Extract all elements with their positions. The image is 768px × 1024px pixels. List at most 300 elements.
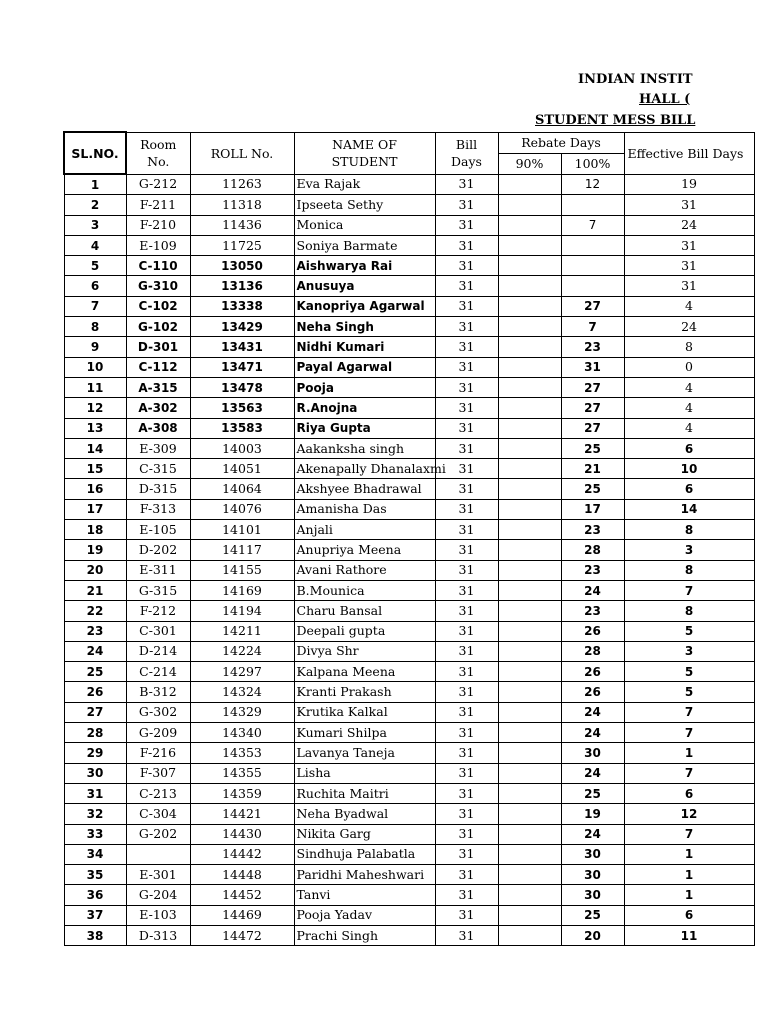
cell-rebate-90 <box>498 723 561 743</box>
cell-effective: 4 <box>624 398 754 418</box>
cell-name: Divya Shr <box>294 641 435 661</box>
cell-rebate-90 <box>498 438 561 458</box>
cell-bill-days: 31 <box>435 824 498 844</box>
cell-bill-days: 31 <box>435 844 498 864</box>
cell-slno: 36 <box>64 885 126 905</box>
cell-bill-days: 31 <box>435 702 498 722</box>
table-row <box>64 621 754 641</box>
cell-name: Lisha <box>294 763 435 783</box>
table-row <box>64 276 754 296</box>
cell-room: E-105 <box>126 520 190 540</box>
table-row <box>64 479 754 499</box>
cell-slno: 17 <box>64 499 126 519</box>
cell-rebate-100: 27 <box>561 418 624 438</box>
cell-bill-days: 31 <box>435 783 498 803</box>
cell-rebate-100: 21 <box>561 459 624 479</box>
cell-effective: 6 <box>624 905 754 925</box>
cell-rebate-100: 24 <box>561 580 624 600</box>
institute-title: INDIAN INSTIT <box>578 72 693 87</box>
cell-effective: 8 <box>624 337 754 357</box>
cell-name: Neha Singh <box>294 317 435 337</box>
cell-effective: 19 <box>624 174 754 195</box>
cell-slno: 31 <box>64 783 126 803</box>
cell-name: Tanvi <box>294 885 435 905</box>
col-header-effective: Effective Bill Days <box>624 132 754 174</box>
cell-roll: 14355 <box>190 763 294 783</box>
cell-rebate-90 <box>498 296 561 316</box>
cell-roll: 14155 <box>190 560 294 580</box>
cell-room: C-214 <box>126 662 190 682</box>
cell-name: Amanisha Das <box>294 499 435 519</box>
cell-rebate-100: 26 <box>561 621 624 641</box>
cell-effective: 1 <box>624 865 754 885</box>
table-row <box>64 723 754 743</box>
cell-effective: 4 <box>624 418 754 438</box>
cell-slno: 35 <box>64 865 126 885</box>
cell-effective: 31 <box>624 276 754 296</box>
cell-bill-days: 31 <box>435 438 498 458</box>
cell-room: B-312 <box>126 682 190 702</box>
cell-bill-days: 31 <box>435 317 498 337</box>
cell-slno: 21 <box>64 580 126 600</box>
cell-room: G-204 <box>126 885 190 905</box>
cell-name: Pooja <box>294 377 435 397</box>
col-header-rebate-days: Rebate Days <box>498 132 624 153</box>
cell-rebate-100: 20 <box>561 925 624 945</box>
col-header-slno: SL.NO. <box>64 132 126 174</box>
cell-slno: 26 <box>64 682 126 702</box>
cell-roll: 14472 <box>190 925 294 945</box>
table-row <box>64 601 754 621</box>
table-row <box>64 743 754 763</box>
cell-roll: 14421 <box>190 804 294 824</box>
cell-roll: 14329 <box>190 702 294 722</box>
col-header-room: Room No. <box>126 132 190 174</box>
cell-roll: 14448 <box>190 865 294 885</box>
cell-slno: 4 <box>64 235 126 255</box>
cell-name: Kranti Prakash <box>294 682 435 702</box>
cell-rebate-90 <box>498 580 561 600</box>
cell-bill-days: 31 <box>435 235 498 255</box>
cell-rebate-90 <box>498 783 561 803</box>
cell-slno: 25 <box>64 662 126 682</box>
table-row <box>64 499 754 519</box>
cell-rebate-90 <box>498 215 561 235</box>
cell-roll: 13136 <box>190 276 294 296</box>
cell-bill-days: 31 <box>435 682 498 702</box>
table-row <box>64 682 754 702</box>
cell-effective: 6 <box>624 479 754 499</box>
cell-slno: 37 <box>64 905 126 925</box>
table-row <box>64 702 754 722</box>
cell-bill-days: 31 <box>435 357 498 377</box>
cell-rebate-100: 24 <box>561 763 624 783</box>
table-row <box>64 865 754 885</box>
table-row <box>64 783 754 803</box>
cell-bill-days: 31 <box>435 540 498 560</box>
cell-name: Ruchita Maitri <box>294 783 435 803</box>
cell-rebate-100: 30 <box>561 743 624 763</box>
cell-slno: 16 <box>64 479 126 499</box>
cell-slno: 15 <box>64 459 126 479</box>
cell-roll: 14169 <box>190 580 294 600</box>
cell-slno: 8 <box>64 317 126 337</box>
cell-roll: 14064 <box>190 479 294 499</box>
cell-effective: 1 <box>624 844 754 864</box>
cell-room: G-202 <box>126 824 190 844</box>
cell-effective: 0 <box>624 357 754 377</box>
cell-rebate-90 <box>498 459 561 479</box>
cell-name: Aakanksha singh <box>294 438 435 458</box>
cell-roll: 14076 <box>190 499 294 519</box>
cell-bill-days: 31 <box>435 885 498 905</box>
cell-name: Akenapally Dhanalaxmi <box>294 459 435 479</box>
table-row <box>64 235 754 255</box>
cell-room: E-103 <box>126 905 190 925</box>
cell-roll: 14297 <box>190 662 294 682</box>
cell-effective: 3 <box>624 641 754 661</box>
cell-roll: 13471 <box>190 357 294 377</box>
cell-rebate-90 <box>498 317 561 337</box>
cell-bill-days: 31 <box>435 601 498 621</box>
cell-name: Ipseeta Sethy <box>294 195 435 215</box>
cell-effective: 5 <box>624 682 754 702</box>
cell-bill-days: 31 <box>435 621 498 641</box>
cell-rebate-90 <box>498 418 561 438</box>
cell-rebate-90 <box>498 601 561 621</box>
cell-rebate-100: 26 <box>561 682 624 702</box>
cell-name: Kalpana Meena <box>294 662 435 682</box>
cell-rebate-90 <box>498 276 561 296</box>
cell-roll: 13338 <box>190 296 294 316</box>
cell-rebate-90 <box>498 499 561 519</box>
hall-title: HALL ( <box>639 92 691 107</box>
table-row <box>64 641 754 661</box>
table-row <box>64 317 754 337</box>
cell-rebate-100: 24 <box>561 824 624 844</box>
cell-rebate-90 <box>498 885 561 905</box>
cell-rebate-90 <box>498 540 561 560</box>
table-row <box>64 357 754 377</box>
cell-roll: 13431 <box>190 337 294 357</box>
cell-rebate-90 <box>498 560 561 580</box>
cell-bill-days: 31 <box>435 520 498 540</box>
cell-room: D-313 <box>126 925 190 945</box>
cell-rebate-90 <box>498 824 561 844</box>
cell-rebate-90 <box>498 662 561 682</box>
cell-rebate-100: 30 <box>561 865 624 885</box>
cell-effective: 31 <box>624 256 754 276</box>
col-header-name: NAME OF STUDENT <box>294 132 435 174</box>
cell-slno: 13 <box>64 418 126 438</box>
cell-rebate-100: 7 <box>561 215 624 235</box>
cell-roll: 11436 <box>190 215 294 235</box>
cell-rebate-90 <box>498 195 561 215</box>
cell-rebate-100: 28 <box>561 641 624 661</box>
table-row <box>64 824 754 844</box>
cell-room: D-214 <box>126 641 190 661</box>
cell-bill-days: 31 <box>435 377 498 397</box>
cell-slno: 14 <box>64 438 126 458</box>
table-row <box>64 560 754 580</box>
cell-rebate-100: 27 <box>561 377 624 397</box>
cell-effective: 8 <box>624 560 754 580</box>
cell-rebate-100: 25 <box>561 438 624 458</box>
cell-room: C-315 <box>126 459 190 479</box>
cell-room: C-112 <box>126 357 190 377</box>
cell-rebate-90 <box>498 702 561 722</box>
cell-room: E-301 <box>126 865 190 885</box>
cell-roll: 14452 <box>190 885 294 905</box>
cell-rebate-100: 30 <box>561 844 624 864</box>
cell-bill-days: 31 <box>435 174 498 195</box>
cell-bill-days: 31 <box>435 560 498 580</box>
cell-effective: 5 <box>624 662 754 682</box>
cell-effective: 7 <box>624 723 754 743</box>
cell-name: Riya Gupta <box>294 418 435 438</box>
cell-room <box>126 844 190 864</box>
col-header-rebate-90: 90% <box>498 153 561 174</box>
cell-rebate-100: 26 <box>561 662 624 682</box>
cell-slno: 24 <box>64 641 126 661</box>
cell-name: Pooja Yadav <box>294 905 435 925</box>
cell-name: R.Anojna <box>294 398 435 418</box>
cell-slno: 19 <box>64 540 126 560</box>
cell-bill-days: 31 <box>435 215 498 235</box>
cell-roll: 14340 <box>190 723 294 743</box>
cell-roll: 11263 <box>190 174 294 195</box>
cell-rebate-90 <box>498 804 561 824</box>
cell-rebate-90 <box>498 641 561 661</box>
cell-name: Monica <box>294 215 435 235</box>
cell-rebate-100: 25 <box>561 479 624 499</box>
cell-rebate-90 <box>498 256 561 276</box>
table-row <box>64 418 754 438</box>
cell-slno: 2 <box>64 195 126 215</box>
table-row <box>64 540 754 560</box>
table-row <box>64 296 754 316</box>
table-row <box>64 377 754 397</box>
col-header-rebate-100: 100% <box>561 153 624 174</box>
cell-rebate-100: 19 <box>561 804 624 824</box>
cell-roll: 14211 <box>190 621 294 641</box>
cell-bill-days: 31 <box>435 459 498 479</box>
cell-rebate-100: 23 <box>561 601 624 621</box>
cell-bill-days: 31 <box>435 925 498 945</box>
cell-rebate-100: 31 <box>561 357 624 377</box>
cell-name: Nidhi Kumari <box>294 337 435 357</box>
table-row <box>64 215 754 235</box>
cell-rebate-100: 28 <box>561 540 624 560</box>
cell-room: G-302 <box>126 702 190 722</box>
col-header-roll: ROLL No. <box>190 132 294 174</box>
cell-room: D-301 <box>126 337 190 357</box>
cell-name: Kanopriya Agarwal <box>294 296 435 316</box>
cell-rebate-90 <box>498 174 561 195</box>
cell-room: C-304 <box>126 804 190 824</box>
cell-bill-days: 31 <box>435 865 498 885</box>
cell-room: D-202 <box>126 540 190 560</box>
cell-slno: 20 <box>64 560 126 580</box>
cell-effective: 3 <box>624 540 754 560</box>
table-row <box>64 398 754 418</box>
cell-bill-days: 31 <box>435 418 498 438</box>
cell-rebate-90 <box>498 743 561 763</box>
cell-effective: 10 <box>624 459 754 479</box>
cell-slno: 9 <box>64 337 126 357</box>
cell-rebate-100 <box>561 195 624 215</box>
cell-bill-days: 31 <box>435 743 498 763</box>
cell-rebate-90 <box>498 763 561 783</box>
cell-name: Anjali <box>294 520 435 540</box>
table-row <box>64 580 754 600</box>
cell-room: G-315 <box>126 580 190 600</box>
cell-name: Neha Byadwal <box>294 804 435 824</box>
cell-room: G-310 <box>126 276 190 296</box>
cell-slno: 33 <box>64 824 126 844</box>
cell-effective: 12 <box>624 804 754 824</box>
cell-bill-days: 31 <box>435 662 498 682</box>
cell-room: G-102 <box>126 317 190 337</box>
cell-name: Akshyee Bhadrawal <box>294 479 435 499</box>
cell-rebate-100: 7 <box>561 317 624 337</box>
cell-roll: 14324 <box>190 682 294 702</box>
cell-room: D-315 <box>126 479 190 499</box>
cell-rebate-100: 30 <box>561 885 624 905</box>
cell-room: E-309 <box>126 438 190 458</box>
cell-effective: 14 <box>624 499 754 519</box>
table-row <box>64 763 754 783</box>
cell-roll: 13563 <box>190 398 294 418</box>
cell-rebate-100 <box>561 276 624 296</box>
cell-roll: 13429 <box>190 317 294 337</box>
cell-room: A-315 <box>126 377 190 397</box>
cell-slno: 12 <box>64 398 126 418</box>
cell-bill-days: 31 <box>435 804 498 824</box>
cell-name: Eva Rajak <box>294 174 435 195</box>
cell-effective: 24 <box>624 215 754 235</box>
cell-roll: 14442 <box>190 844 294 864</box>
cell-rebate-100: 23 <box>561 337 624 357</box>
cell-bill-days: 31 <box>435 195 498 215</box>
cell-name: Deepali gupta <box>294 621 435 641</box>
cell-rebate-100: 25 <box>561 905 624 925</box>
cell-slno: 5 <box>64 256 126 276</box>
cell-rebate-90 <box>498 682 561 702</box>
cell-room: F-211 <box>126 195 190 215</box>
mess-bill-table <box>63 131 755 946</box>
cell-rebate-90 <box>498 925 561 945</box>
cell-slno: 34 <box>64 844 126 864</box>
cell-rebate-100: 23 <box>561 560 624 580</box>
table-row <box>64 337 754 357</box>
table-row <box>64 174 754 195</box>
cell-rebate-100: 27 <box>561 296 624 316</box>
col-header-bill-days: Bill Days <box>435 132 498 174</box>
cell-name: Nikita Garg <box>294 824 435 844</box>
cell-rebate-100: 24 <box>561 702 624 722</box>
table-row <box>64 662 754 682</box>
cell-roll: 14051 <box>190 459 294 479</box>
table-row <box>64 885 754 905</box>
cell-bill-days: 31 <box>435 479 498 499</box>
cell-rebate-100 <box>561 256 624 276</box>
cell-bill-days: 31 <box>435 499 498 519</box>
cell-rebate-100: 12 <box>561 174 624 195</box>
cell-rebate-100 <box>561 235 624 255</box>
bill-title: STUDENT MESS BILL <box>535 113 696 128</box>
cell-slno: 18 <box>64 520 126 540</box>
cell-name: Payal Agarwal <box>294 357 435 377</box>
cell-name: Aishwarya Rai <box>294 256 435 276</box>
cell-effective: 5 <box>624 621 754 641</box>
cell-effective: 7 <box>624 580 754 600</box>
cell-roll: 13478 <box>190 377 294 397</box>
cell-name: B.Mounica <box>294 580 435 600</box>
cell-name: Anusuya <box>294 276 435 296</box>
cell-roll: 11318 <box>190 195 294 215</box>
cell-roll: 13050 <box>190 256 294 276</box>
cell-roll: 14359 <box>190 783 294 803</box>
cell-slno: 22 <box>64 601 126 621</box>
cell-slno: 10 <box>64 357 126 377</box>
cell-bill-days: 31 <box>435 398 498 418</box>
cell-name: Prachi Singh <box>294 925 435 945</box>
cell-rebate-90 <box>498 357 561 377</box>
table-row <box>64 520 754 540</box>
cell-effective: 4 <box>624 377 754 397</box>
cell-room: A-302 <box>126 398 190 418</box>
cell-roll: 14101 <box>190 520 294 540</box>
cell-roll: 14469 <box>190 905 294 925</box>
cell-rebate-100: 27 <box>561 398 624 418</box>
cell-rebate-90 <box>498 337 561 357</box>
cell-room: A-308 <box>126 418 190 438</box>
cell-bill-days: 31 <box>435 276 498 296</box>
cell-room: F-313 <box>126 499 190 519</box>
cell-rebate-100: 23 <box>561 520 624 540</box>
cell-effective: 7 <box>624 824 754 844</box>
cell-roll: 11725 <box>190 235 294 255</box>
table-row <box>64 459 754 479</box>
table-row <box>64 925 754 945</box>
cell-effective: 4 <box>624 296 754 316</box>
cell-slno: 23 <box>64 621 126 641</box>
cell-name: Krutika Kalkal <box>294 702 435 722</box>
cell-bill-days: 31 <box>435 296 498 316</box>
cell-name: Charu Bansal <box>294 601 435 621</box>
cell-room: F-216 <box>126 743 190 763</box>
cell-bill-days: 31 <box>435 641 498 661</box>
cell-slno: 38 <box>64 925 126 945</box>
cell-rebate-90 <box>498 479 561 499</box>
cell-name: Soniya Barmate <box>294 235 435 255</box>
cell-rebate-90 <box>498 398 561 418</box>
cell-effective: 31 <box>624 195 754 215</box>
cell-slno: 7 <box>64 296 126 316</box>
table-row <box>64 438 754 458</box>
cell-rebate-90 <box>498 865 561 885</box>
cell-rebate-90 <box>498 520 561 540</box>
cell-rebate-90 <box>498 621 561 641</box>
cell-room: F-307 <box>126 763 190 783</box>
cell-effective: 7 <box>624 702 754 722</box>
cell-roll: 13583 <box>190 418 294 438</box>
cell-room: G-212 <box>126 174 190 195</box>
cell-room: E-109 <box>126 235 190 255</box>
cell-name: Avani Rathore <box>294 560 435 580</box>
cell-effective: 11 <box>624 925 754 945</box>
